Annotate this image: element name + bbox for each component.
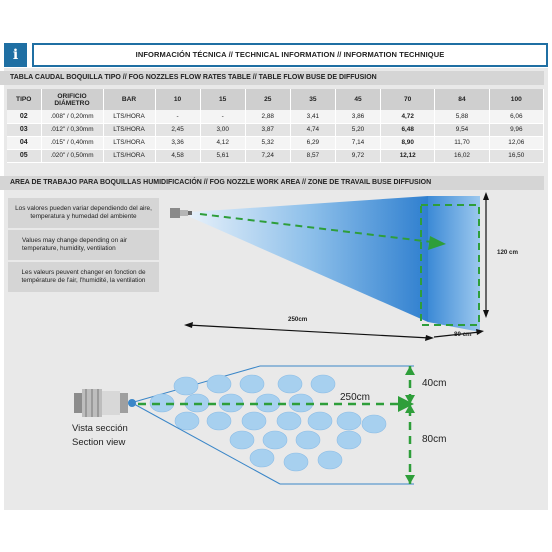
section-caption-en: Section view: [72, 437, 126, 448]
table-cell: 2,45: [155, 123, 200, 136]
table-cell: 9,96: [489, 123, 543, 136]
column-header: 15: [200, 89, 245, 110]
section-bottom-label: 80cm: [422, 434, 447, 445]
table-cell: 04: [7, 136, 41, 149]
table-cell: LTS/HORA: [103, 149, 155, 162]
section-length-label: 250cm: [340, 392, 371, 403]
table-cell: 3,41: [290, 110, 335, 123]
table-cell: 3,00: [200, 123, 245, 136]
table-cell: 05: [7, 149, 41, 162]
table-cell: LTS/HORA: [103, 123, 155, 136]
table-cell: 5,88: [435, 110, 489, 123]
section-caption: [72, 422, 128, 450]
table-cell: -: [200, 110, 245, 123]
table-cell: 4,12: [200, 136, 245, 149]
table-cell: 12,12: [381, 149, 435, 162]
table-cell: 8,57: [290, 149, 335, 162]
table-cell: 6,29: [290, 136, 335, 149]
column-header: 10: [155, 89, 200, 110]
column-header: 70: [381, 89, 435, 110]
table-cell: 5,32: [245, 136, 290, 149]
table-cell: 7,14: [335, 136, 380, 149]
info-icon: i: [4, 43, 27, 67]
page-title: INFORMACIÓN TÉCNICA // TECHNICAL INFORMATION // INFORMATION TECHNIQUE: [32, 43, 548, 67]
table-cell: 8,90: [381, 136, 435, 149]
table-cell: 3,87: [245, 123, 290, 136]
column-header: 100: [489, 89, 543, 110]
table-cell: 03: [7, 123, 41, 136]
length-label: 250cm: [288, 316, 308, 323]
table-cell: 6,06: [489, 110, 543, 123]
table-cell: 4,58: [155, 149, 200, 162]
table-cell: 3,86: [335, 110, 380, 123]
note-fr: Les valeurs peuvent changer en fonction de température de l'air, l'humidité, la ventilation: [8, 262, 159, 292]
table-cell: 6,48: [381, 123, 435, 136]
note-en: Values may change depending on air temperature, humidity, ventilation: [8, 230, 159, 260]
column-header: 84: [435, 89, 489, 110]
table-cell: 11,70: [435, 136, 489, 149]
column-header: BAR: [103, 89, 155, 110]
table-cell: 2,88: [245, 110, 290, 123]
work-area-section-title: AREA DE TRABAJO PARA BOQUILLAS HUMIDIFICACIÓN // FOG NOZZLE WORK AREA // ZONE DE TRAVAIL BUSE DIFFUSION: [0, 176, 544, 190]
table-cell: .020" / 0,50mm: [41, 149, 103, 162]
table-cell: .008" / 0,20mm: [41, 110, 103, 123]
table-cell: 5,20: [335, 123, 380, 136]
table-cell: LTS/HORA: [103, 110, 155, 123]
droplets: [150, 375, 386, 471]
column-header: 25: [245, 89, 290, 110]
table-cell: 3,36: [155, 136, 200, 149]
section-top-label: 40cm: [422, 378, 447, 389]
table-cell: .015" / 0,40mm: [41, 136, 103, 149]
width-label: 80 cm: [454, 331, 472, 338]
note-es: Los valores pueden variar dependiendo del aire, temperatura y humedad del ambiente: [8, 198, 159, 228]
table-cell: 12,06: [489, 136, 543, 149]
column-header: TIPO: [7, 89, 41, 110]
table-cell: 5,61: [200, 149, 245, 162]
table-cell: -: [155, 110, 200, 123]
table-cell: 16,50: [489, 149, 543, 162]
table-cell: 9,72: [335, 149, 380, 162]
table-cell: 16,02: [435, 149, 489, 162]
column-header: ORIFICIO DIÁMETRO: [41, 89, 103, 110]
table-cell: 9,54: [435, 123, 489, 136]
height-label: 120 cm: [497, 249, 518, 256]
table-cell: LTS/HORA: [103, 136, 155, 149]
table-cell: 7,24: [245, 149, 290, 162]
column-header: 45: [335, 89, 380, 110]
section-caption-es: Vista sección: [72, 423, 128, 434]
table-cell: 4,72: [381, 110, 435, 123]
table-section-title: TABLA CAUDAL BOQUILLA TIPO // FOG NOZZLES FLOW RATES TABLE // TABLE FLOW BUSE DE DIFFUSION: [0, 71, 544, 85]
column-header: 35: [290, 89, 335, 110]
table-cell: 4,74: [290, 123, 335, 136]
section-nozzle-icon: [74, 389, 136, 417]
table-cell: .012" / 0,30mm: [41, 123, 103, 136]
table-cell: 02: [7, 110, 41, 123]
